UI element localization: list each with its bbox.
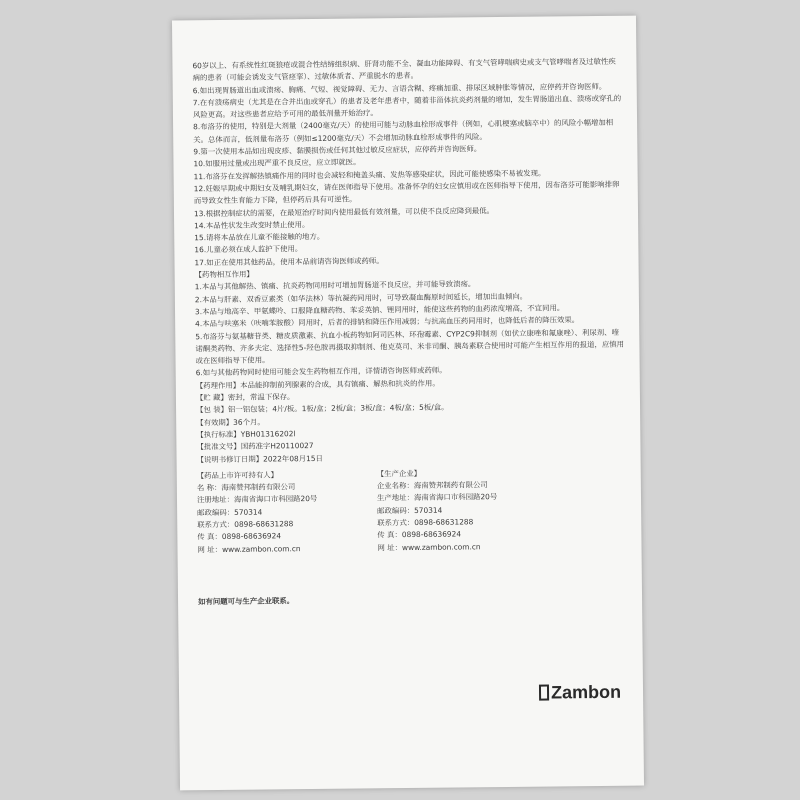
- logo-mark-icon: [539, 685, 549, 701]
- manufacturer-row: 邮政编码：570314: [377, 505, 443, 516]
- manufacturer-heading: 【生产企业】: [376, 468, 422, 479]
- pharmacology-row: 【药理作用】本品能抑制前列腺素的合成，具有镇痛、解热和抗炎的作用。: [195, 378, 440, 390]
- holder-row: 传 真：0898-68636924: [197, 531, 282, 542]
- interaction-item: 2.本品与肝素、双香豆素类（如华法林）等抗凝药同用时，可导致凝血酶原时间延长，增加出血倾向。: [194, 291, 528, 304]
- packaging-row: 【包 装】铝一铝包装；4片/板。1板/盒；2板/盒；3板/盒；4板/盒；5板/盒。: [196, 402, 449, 415]
- holder-heading: 【药品上市许可持有人】: [196, 470, 279, 481]
- contact-note: 如有问题可与生产企业联系。: [198, 596, 295, 607]
- precaution-paragraph: 7.在有溃疡病史（尤其是在合并出血或穿孔）的患者及老年患者中，随着非甾体抗炎药剂量的增加，发生胃肠道出血、溃疡或穿孔的风险更高。对这些患者应给予可用的最低剂量开始治疗。: [192, 93, 622, 120]
- precaution-paragraph: 14.本品性状发生改变时禁止使用。: [194, 219, 310, 231]
- interaction-item: 3.本品与地高辛、甲氨蝶呤、口服降血糖药物、苯妥英钠、锂同用时，能使这些药物的血药浓度增高，不宜同用。: [194, 303, 565, 317]
- interaction-item: 6.如与其他药物同时使用可能会发生药物相互作用，详情请咨询医师或药师。: [195, 366, 447, 378]
- leaflet-content: [192, 56, 628, 616]
- holder-row: 网 址：www.zambon.com.cn: [197, 543, 301, 554]
- interaction-item: 4.本品与呋塞米（呋喃苯胺酸）同用时，后者的排钠和降压作用减弱；与抗高血压药同用时，也降低后者的降压效果。: [195, 315, 580, 329]
- precaution-paragraph: 16.儿童必须在成人监护下使用。: [194, 244, 303, 255]
- manufacturer-row: 网 址：www.zambon.com.cn: [377, 541, 481, 552]
- precaution-paragraph: 6.如出现胃肠道出血或溃疡、胸痛、气短、视觉障碍、无力、言语含糊、疼痛加重、排尿区域肿胀等情况，应停药并咨询医师。: [192, 81, 607, 95]
- interactions-heading: 【药物相互作用】: [194, 269, 254, 280]
- standard-row: 【执行标准】YBH01316202l: [196, 429, 296, 440]
- holder-row: 名 称：海南赞邦制药有限公司: [196, 482, 296, 493]
- holder-block: [197, 468, 388, 556]
- manufacturer-block: [377, 466, 568, 554]
- leaflet-sheet: [172, 16, 644, 791]
- company-columns: [197, 466, 628, 570]
- interaction-item: 1.本品与其他解热、镇痛、抗炎药物同用时可增加胃肠道不良反应，并可能导致溃疡。: [194, 279, 476, 292]
- precaution-paragraph: 15.请将本品放在儿童不能接触的地方。: [194, 232, 325, 243]
- precaution-paragraph: 13.根据控制症状的需要，在最短治疗时间内使用最低有效剂量，可以使不良反应降到最低。: [193, 205, 495, 218]
- revision-date-row: 【说明书修订日期】2022年08月15日: [196, 453, 323, 464]
- expiry-row: 【有效期】36个月。: [196, 417, 265, 427]
- logo-text: Zambon: [550, 681, 622, 703]
- precaution-paragraph: 9.第一次使用本品如出现皮疹、黏膜损伤或任何其他过敏反应症状，应停药并咨询医师。: [193, 144, 482, 157]
- holder-row: 联系方式：0898-68631288: [197, 519, 294, 530]
- precaution-paragraph: 11.布洛芬在发挥解热镇痛作用的同时也会减轻和掩盖头痛、发热等感染症状，因此可能使感染不易被发现。: [193, 168, 546, 181]
- precaution-paragraph: 10.如服用过量或出现严重不良反应，应立即就医。: [193, 157, 361, 169]
- precaution-paragraph: 12.妊娠早期或中期妇女及哺乳期妇女，请在医师指导下使用。准备怀孕的妇女应慎用或在医师指导下使用，因布洛芬可能影响排卵而导致女性生育能力下降，但停药后具有可逆性。: [193, 179, 620, 206]
- approval-number-row: 【批准文号】国药准字H20110027: [196, 441, 314, 452]
- manufacturer-row: 企业名称：海南赞邦制药有限公司: [376, 480, 488, 491]
- manufacturer-row: 生产地址：海南省海口市科园路20号: [376, 492, 498, 503]
- manufacturer-row: 传 真：0898-68636924: [377, 529, 462, 540]
- holder-row: 邮政编码：570314: [197, 507, 263, 517]
- precaution-paragraph: 60岁以上、有系统性红斑狼疮或混合性结缔组织病、肝肾功能不全、凝血功能障碍、有支气管哮喘病史或支气管哮喘者及过敏性疾病的患者（可能会诱发支气管痉挛）、过敏体质者、严重脱水的患者。: [192, 56, 616, 83]
- zambon-logo: [539, 681, 622, 703]
- interaction-item: 5.布洛芬与氨基糖苷类、糖皮质激素、抗血小板药物如阿司匹林、环孢霉素、CYP2C9抑制剂（如伏立康唑和氟康唑）、利尿剂、喹诺酮类药物、齐多夫定、选择性5-羟色胺再摄取抑制剂、他克莫司、米非司酮、胰岛素联合使用时可能产生相互作用的报道，应慎用或在医师指导下使用。: [195, 327, 625, 366]
- storage-row: 【贮 藏】密封，常温下保存。: [195, 392, 295, 403]
- precaution-paragraph: 8.布洛芬的使用，特别是大剂量（2400毫克/天）的使用可能与动脉血栓形成事件（例如，心肌梗塞或脑卒中）的风险小幅增加相关。总体而言，低剂量布洛芬（例如≤1200毫克/天）不会增加动脉血栓形成事件的风险。: [193, 118, 614, 145]
- manufacturer-row: 联系方式：0898-68631288: [377, 517, 474, 528]
- holder-row: 注册地址：海南省海口市科园路20号: [196, 494, 318, 505]
- precaution-paragraph: 17.如正在使用其他药品，使用本品前请咨询医师或药师。: [194, 255, 384, 267]
